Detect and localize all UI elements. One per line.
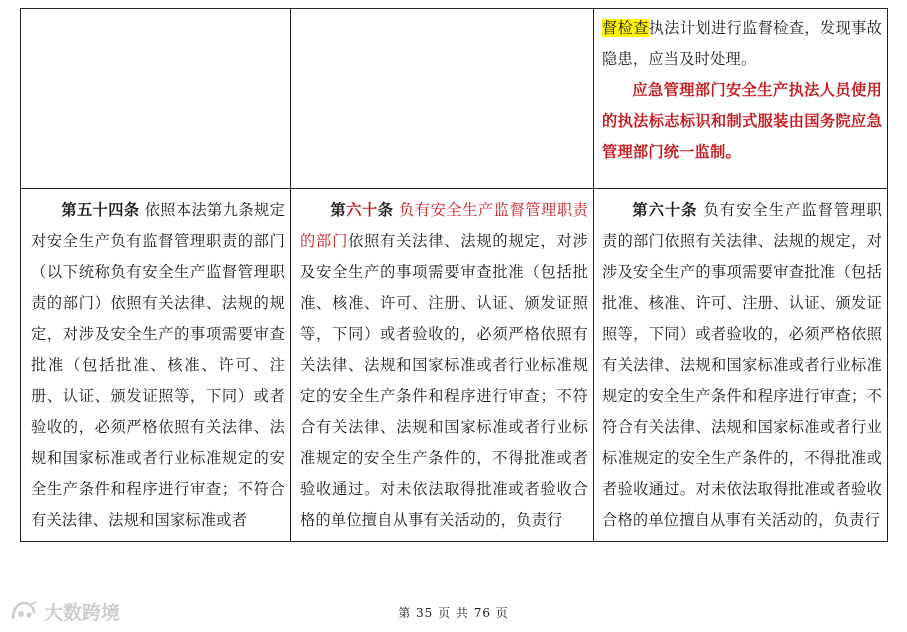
watermark-text: 大数跨境 xyxy=(44,601,121,624)
article-paragraph xyxy=(300,195,588,536)
changed-text: 负有安全生产监督管理职责的部门 xyxy=(300,201,589,250)
highlighted-text: 督检查 xyxy=(602,19,649,37)
amendment-paragraph: 应急管理部门安全生产执法人员使用的执法标志标识和制式服装由国务院应急管理部门统一监制。 xyxy=(602,81,882,161)
article-text: 依照本法第九条规定对安全生产负有监督管理职责的部门（以下统称负有安全生产监督管理职责的部门）依照有关法律、法规的规定，对涉及安全生产的事项需要审查批准（包括批准、核准、许可、注册、认证、颁发证照等，下同）或者验收的，必须严格依照有关法律、法规和国家标准或者行业标准规定的安全生产条件和程序进行审查；不符合有关法律、法规和国家标准或者 xyxy=(31,201,285,529)
article-text: 负有安全生产监督管理职责的部门依照有关法律、法规的规定，对涉及安全生产的事项需要审查批准（包括批准、核准、许可、注册、认证、颁发证照等，下同）或者验收的，必须严格依照有关法律、法规和国家标准或者行业标准规定的安全生产条件和程序进行审查；不符合有关法律、法规和国家标准或者行业标准规定的安全生产条件的，不得批准或者验收通过。对未依法取得批准或者验收合格的单位擅自从事有关活动的，负责行 xyxy=(602,201,883,529)
cell-old-law-article xyxy=(21,195,291,541)
cell-new-law-article xyxy=(595,195,888,541)
cell-top-left xyxy=(21,13,291,188)
article-number: 第六十条 xyxy=(330,201,394,219)
page-number: 第 35 页 共 76 页 xyxy=(398,606,509,620)
paragraph-text: 执法计划进行监督检查，发现事故隐患，应当及时处理。 xyxy=(602,19,882,68)
article-paragraph xyxy=(31,195,285,536)
cell-top-middle xyxy=(292,13,594,188)
row-divider xyxy=(21,188,887,189)
article-paragraph xyxy=(602,195,882,536)
article-number: 第六十条 xyxy=(632,201,698,219)
article-number: 第五十四条 xyxy=(61,201,140,219)
comparison-table xyxy=(20,8,888,542)
article-text: 依照有关法律、法规的规定，对涉及安全生产的事项需要审查批准（包括批准、核准、许可、注册、认证、颁发证照等，下同）或者验收的，必须严格依照有关法律、法规和国家标准或者行业标准规定的安全生产条件和程序进行审查；不符合有关法律、法规和国家标准或者行业标准规定的安全生产条件的，不得批准或者验收通过。对未依法取得批准或者验收合格的单位擅自从事有关活动的，负责行 xyxy=(300,232,589,529)
cell-revised-article xyxy=(292,195,594,541)
continued-paragraph xyxy=(602,13,882,75)
cell-top-right xyxy=(595,13,888,188)
